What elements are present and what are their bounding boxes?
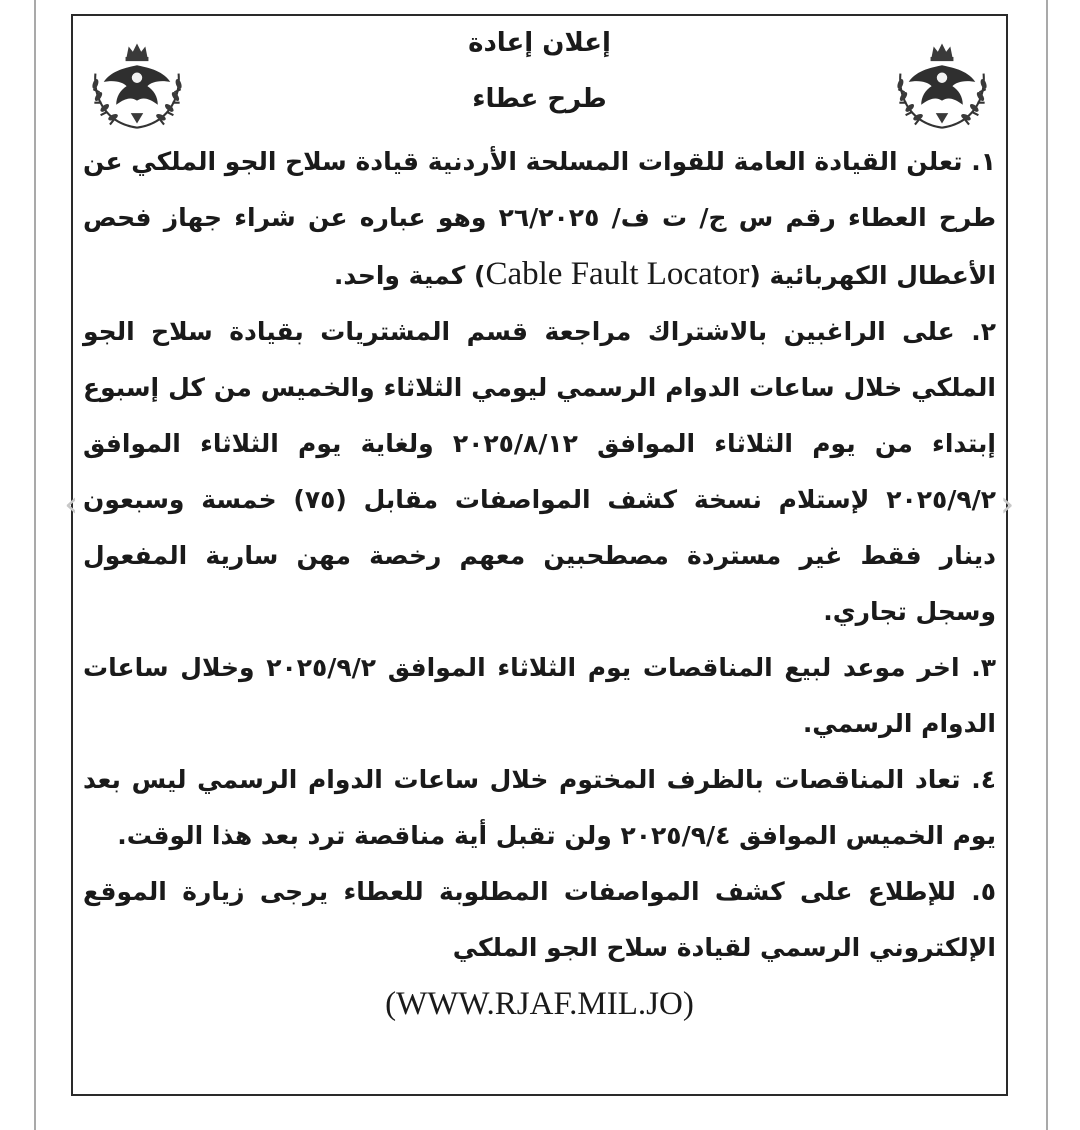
paragraph-1 — [83, 134, 996, 304]
paragraph-2: ٢. على الراغبين بالاشتراك مراجعة قسم المشتريات بقيادة سلاح الجو الملكي خلال ساعات الدوام الرسمي ليومي الثلاثاء والخميس من كل إسبوع إبتداء من يوم الثلاثاء الموافق ٢٠٢٥/٨/١٢ ولغاية يوم الثلاثاء الموافق ٢٠٢٥/٩/٢ لإستلام نسخة كشف المواصفات مقابل (٧٥) خمسة وسبعون دينار فقط غير مستردة مصطحبين معهم رخصة مهن سارية المفعول وسجل تجاري. — [83, 317, 997, 626]
chevron-right-icon[interactable]: › — [1000, 484, 1015, 525]
paragraph-1-text-after: ) كمية واحد. — [333, 261, 486, 290]
paragraph-4: ٤. تعاد المناقصات بالظرف المختوم خلال ساعات الدوام الرسمي ليس بعد يوم الخميس الموافق ٢٠٢٥/٩/٤ ولن تقبل أية مناقصة ترد بعد هذا الوقت. — [83, 765, 996, 850]
page-edge-right — [1046, 0, 1048, 1130]
jordan-armed-forces-emblem-icon — [85, 32, 189, 136]
paragraph-1-english-term: Cable Fault Locator — [485, 256, 750, 292]
paragraph-3: ٣. اخر موعد لبيع المناقصات يوم الثلاثاء الموافق ٢٠٢٥/٩/٢ وخلال ساعات الدوام الرسمي. — [83, 653, 996, 738]
paragraph-5: ٥. للإطلاع على كشف المواصفات المطلوبة للعطاء يرجى زيارة الموقع الإلكتروني الرسمي لقيادة سلاح الجو الملكي — [83, 877, 996, 962]
announcement-frame — [71, 14, 1008, 1096]
announcement-body — [83, 134, 996, 1032]
paragraph-1-text-before: ١. تعلن القيادة العامة للقوات المسلحة الأردنية قيادة سلاح الجو الملكي عن طرح العطاء رقم س ج/ ت ف/ ٢٦/٢٠٢٥ وهو عباره عن شراء جهاز فحص الأعطال الكهربائية ( — [83, 147, 996, 290]
announcement-subtitle: طرح عطاء — [472, 84, 607, 114]
website-link[interactable]: (WWW.RJAF.MIL.JO) — [385, 986, 694, 1022]
chevron-left-icon[interactable]: ‹ — [64, 484, 79, 525]
jordan-armed-forces-emblem-icon — [890, 32, 994, 136]
page-edge-left — [34, 0, 36, 1130]
announcement-title: إعلان إعادة — [468, 28, 611, 58]
